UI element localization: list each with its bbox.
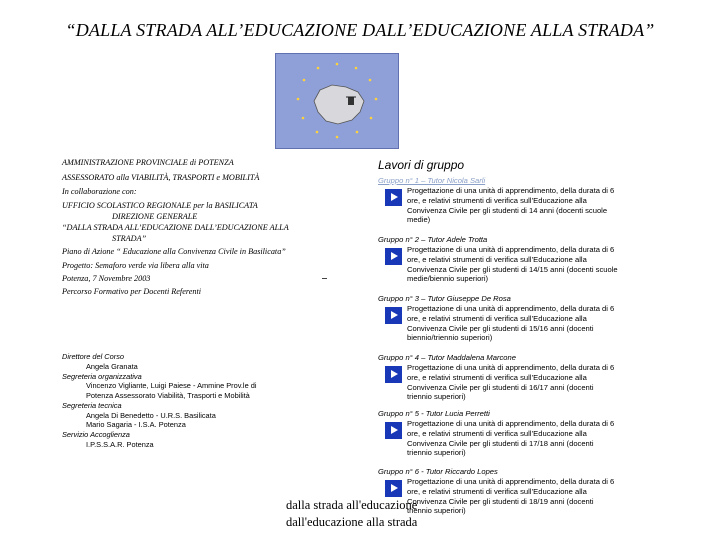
credits-label: Segreteria organizzativa	[62, 371, 142, 381]
group-description	[378, 363, 687, 402]
desc-line: Convivenza Civile per gli studenti di 18/19 anni (docenti	[407, 496, 594, 506]
org-line: ASSESSORATO alla VIABILITÀ, TRASPORTI e MOBILITÀ	[62, 173, 260, 182]
desc-line: Progettazione di una unità di apprendimento, della durata di 6	[407, 418, 615, 428]
desc-line: Progettazione di una unità di apprendimento, della durata di 6	[407, 244, 615, 254]
org-line: In collaborazione con:	[62, 187, 137, 196]
footer-text	[286, 497, 417, 531]
province-map-icon	[275, 53, 399, 149]
group-heading: Gruppo n° 3 – Tutor Giuseppe De Rosa	[378, 294, 511, 303]
page-title: “DALLA STRADA ALL’EDUCAZIONE DALL’EDUCAZIONE ALLA STRADA”	[65, 20, 655, 40]
org-line: DIREZIONE GENERALE	[112, 212, 198, 221]
desc-line: Convivenza Civile per gli studenti di 16/17 anni (docenti	[407, 382, 594, 392]
org-line: STRADA”	[112, 234, 147, 243]
desc-line: triennio superiori)	[407, 392, 466, 402]
play-arrow-icon[interactable]	[385, 248, 402, 265]
credits-value: Angela Granata	[86, 361, 138, 371]
group-item	[378, 409, 698, 458]
desc-line: triennio superiori)	[407, 506, 466, 516]
desc-line: Convivenza Civile per gli studenti di 14/15 anni (docenti scuole	[407, 264, 618, 274]
desc-line: Convivenza Civile per gli studenti di 14 anni (docenti scuole	[407, 205, 608, 215]
footer-line: dalla strada all'educazione	[286, 498, 418, 512]
play-arrow-icon[interactable]	[385, 480, 402, 497]
desc-line: medie/biennio superiori)	[407, 274, 489, 284]
desc-line: Progettazione di una unità di apprendimento, della durata di 6	[407, 362, 615, 372]
group-item	[378, 235, 698, 284]
desc-line: Progettazione di una unità di apprendimento, della durata di 6	[407, 185, 615, 195]
desc-line: ore, e relativi strumenti di verifica sull’Educazione alla	[407, 195, 587, 205]
group-description	[378, 477, 687, 516]
desc-line: medie)	[407, 215, 431, 225]
divider	[322, 278, 327, 279]
org-line: Potenza, 7 Novembre 2003	[62, 274, 151, 283]
coat-of-arms	[348, 97, 354, 105]
map-graphic	[276, 54, 398, 148]
desc-line: Convivenza Civile per gli studenti di 17/18 anni (docenti	[407, 438, 594, 448]
group-link[interactable]: Gruppo n° 1 – Tutor Nicola Sarli	[378, 176, 486, 185]
credits-label: Servizio Accoglienza	[62, 430, 130, 440]
desc-line: ore, e relativi strumenti di verifica sull’Educazione alla	[407, 254, 587, 264]
org-line: UFFICIO SCOLASTICO REGIONALE per la BASILICATA	[62, 201, 258, 210]
province-shape	[314, 85, 364, 124]
desc-line: Progettazione di una unità di apprendimento, della durata di 6	[407, 303, 615, 313]
org-line: AMMINISTRAZIONE PROVINCIALE di POTENZA	[62, 158, 234, 167]
footer-line: dall'educazione alla strada	[286, 514, 418, 529]
play-arrow-icon[interactable]	[385, 366, 402, 383]
group-description	[378, 186, 687, 225]
section-title: Lavori di gruppo	[378, 158, 465, 172]
group-heading: Gruppo n° 4 – Tutor Maddalena Marcone	[378, 353, 516, 362]
org-line: Piano di Azione “ Educazione alla Convivenza Civile in Basilicata”	[62, 247, 286, 256]
org-line: Progetto: Semaforo verde via libera alla vita	[62, 261, 209, 270]
credits-value: Potenza Assessorato Viabilità, Trasporti e Mobilità	[86, 391, 250, 401]
desc-line: ore, e relativi strumenti di verifica sull’Educazione alla	[407, 313, 587, 323]
desc-line: triennio superiori)	[407, 448, 466, 458]
desc-line: ore, e relativi strumenti di verifica sull’Educazione alla	[407, 428, 587, 438]
group-description	[378, 245, 687, 284]
play-arrow-icon[interactable]	[385, 189, 402, 206]
group-item	[378, 467, 698, 516]
group-heading: Gruppo n° 2 – Tutor Adele Trotta	[378, 235, 488, 244]
credits-value: Angela Di Benedetto - U.R.S. Basilicata	[86, 410, 216, 420]
desc-line: Progettazione di una unità di apprendimento, della durata di 6	[407, 476, 615, 486]
group-item	[378, 353, 698, 402]
credits-label: Segreteria tecnica	[62, 400, 122, 410]
credits-label: Direttore del Corso	[62, 352, 125, 361]
course-credits	[62, 352, 362, 450]
desc-line: ore, e relativi strumenti di verifica sull’Educazione alla	[407, 372, 587, 382]
desc-line: biennio/triennio superiori)	[407, 333, 493, 343]
play-arrow-icon[interactable]	[385, 307, 402, 324]
credits-value: Vincenzo Vigliante, Luigi Paiese - Ammine Prov.le di	[86, 381, 257, 391]
credits-value: Mario Sagaria - I.S.A. Potenza	[86, 420, 186, 430]
group-description	[378, 304, 687, 343]
play-arrow-icon[interactable]	[385, 422, 402, 439]
group-description	[378, 419, 687, 458]
desc-line: Convivenza Civile per gli studenti di 15/16 anni (docenti	[407, 323, 594, 333]
credits-value: I.P.S.S.A.R. Potenza	[86, 439, 154, 449]
org-line: “DALLA STRADA ALL’EDUCAZIONE DALL’EDUCAZIONE ALLA	[62, 223, 289, 232]
group-heading: Gruppo n° 5 - Tutor Lucia Perretti	[378, 409, 490, 418]
desc-line: ore, e relativi strumenti di verifica sull’Educazione alla	[407, 486, 587, 496]
group-item	[378, 176, 698, 225]
group-item	[378, 294, 698, 343]
group-heading: Gruppo n° 6 - Tutor Riccardo Lopes	[378, 467, 498, 476]
org-line: Percorso Formativo per Docenti Referenti	[62, 287, 201, 296]
